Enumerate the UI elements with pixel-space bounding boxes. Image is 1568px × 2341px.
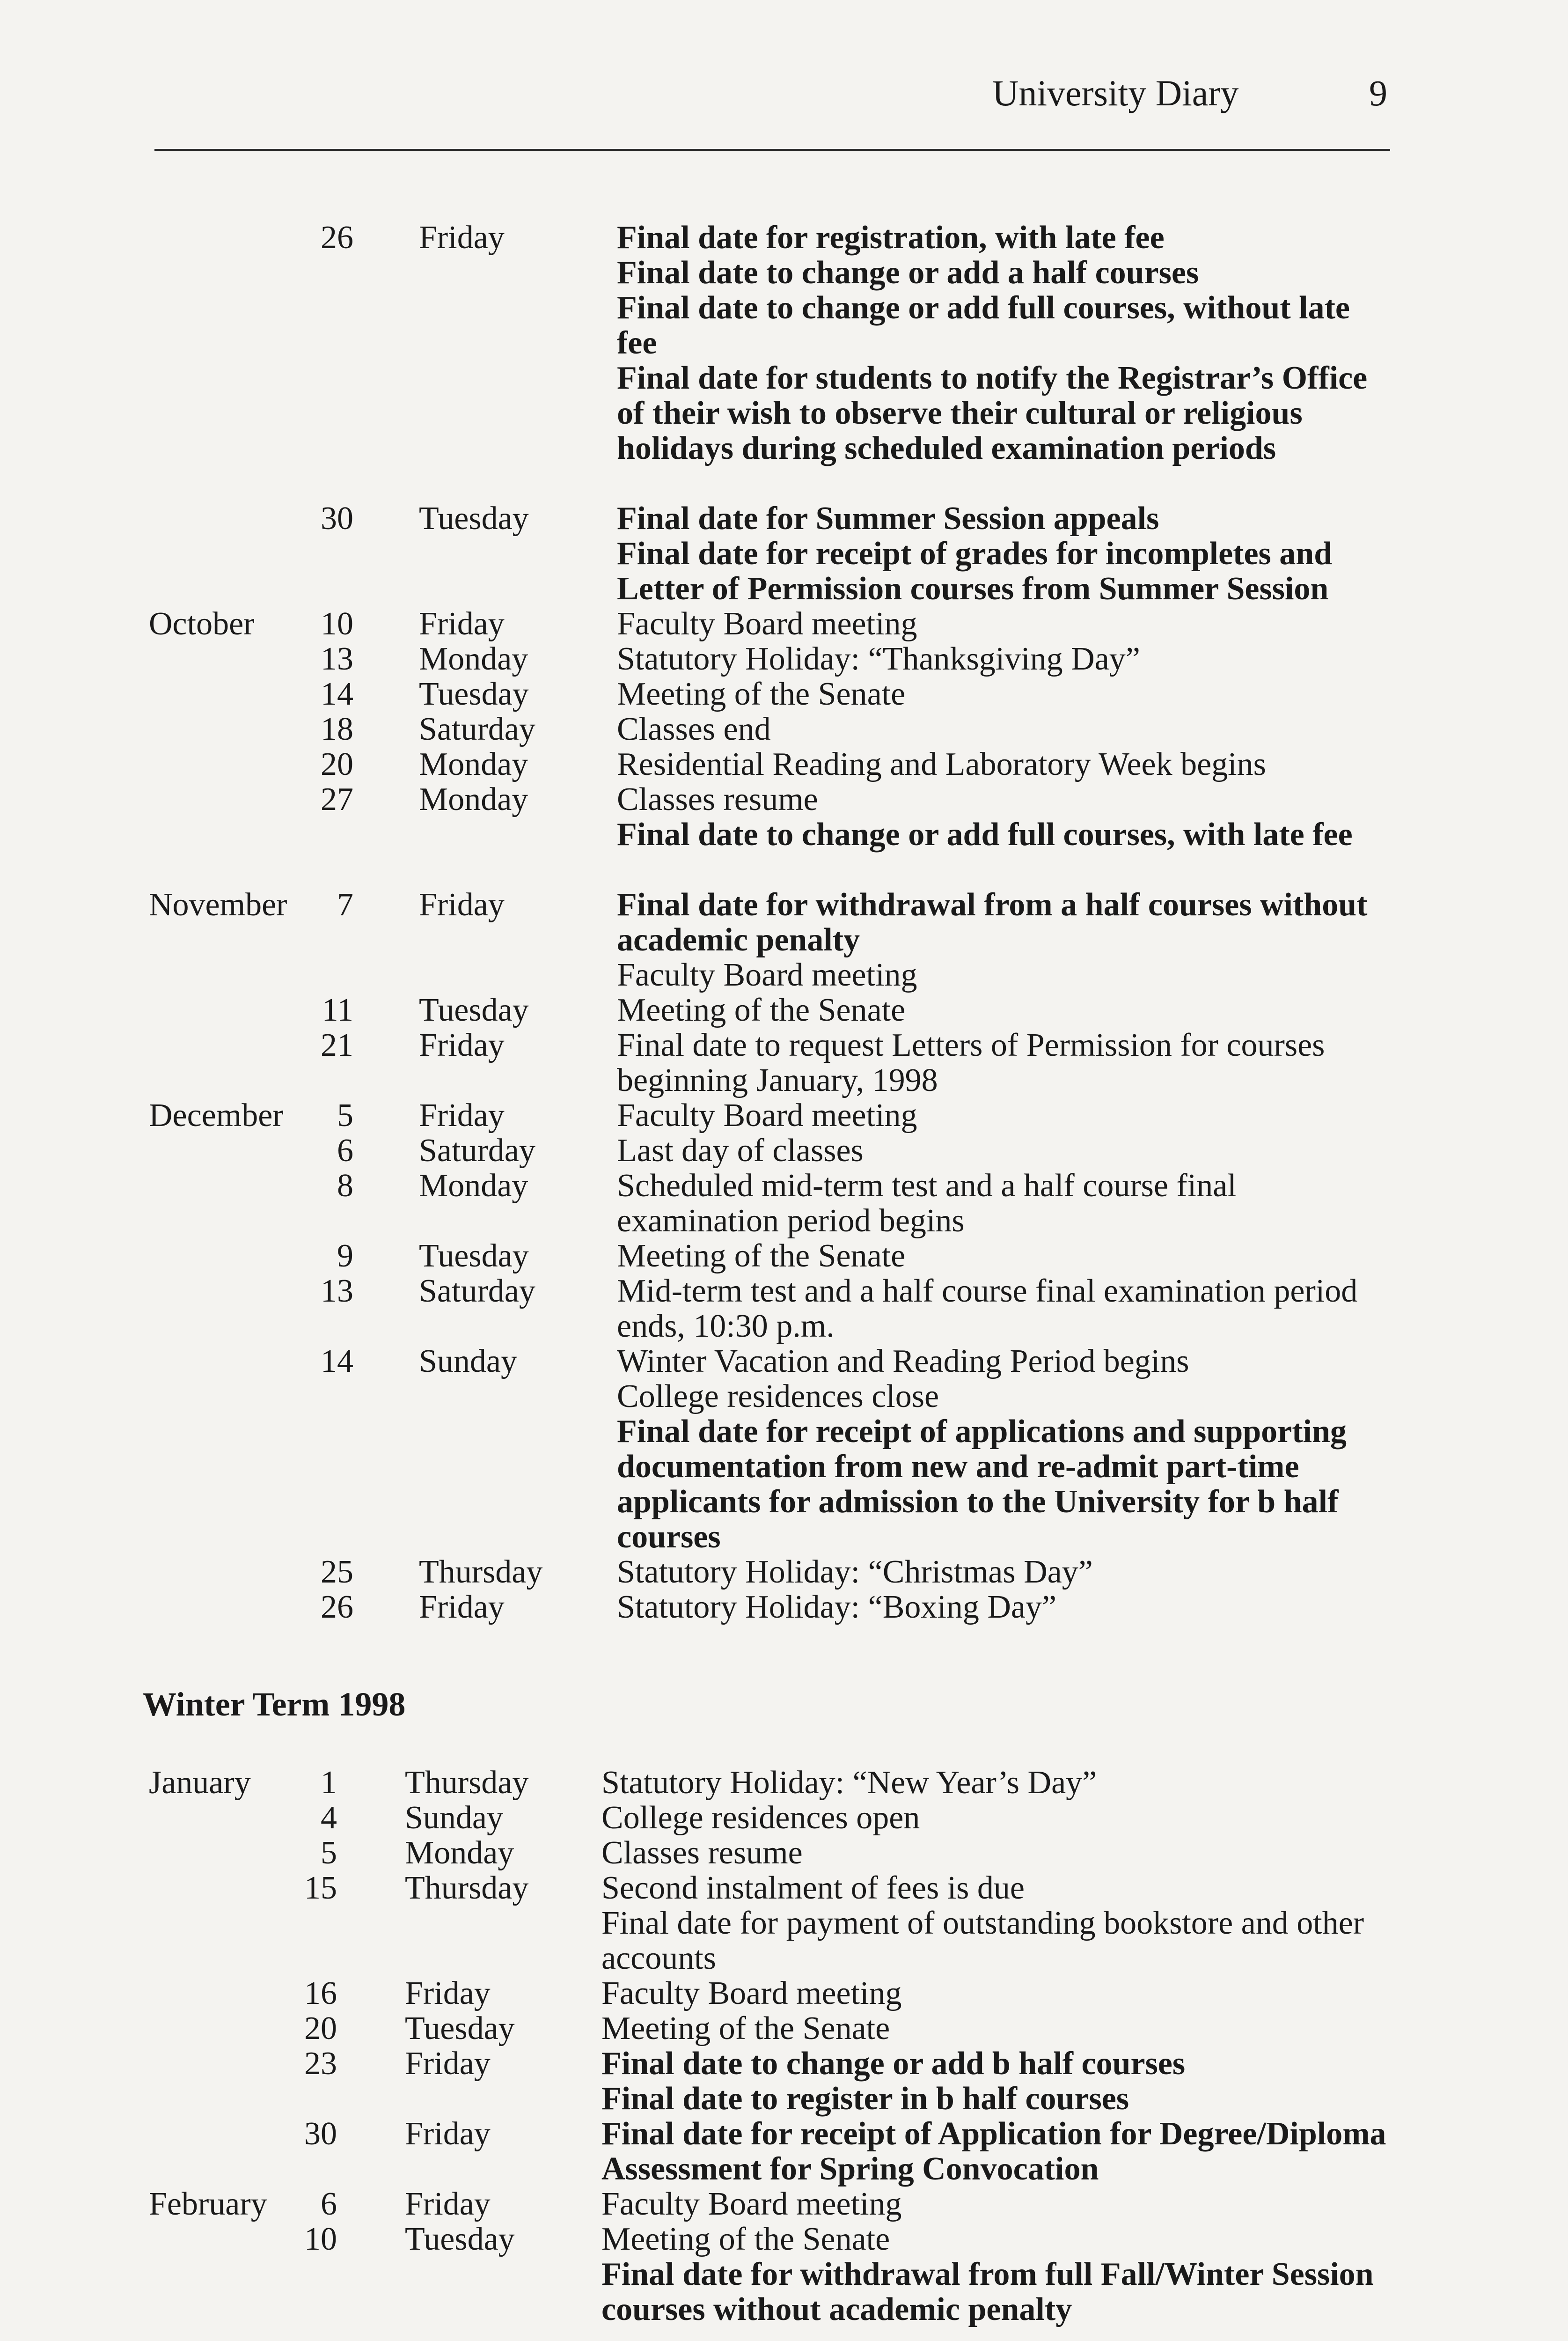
entry-date: 14 xyxy=(321,676,353,712)
entry-date: 7 xyxy=(337,887,353,923)
entry-weekday: Sunday xyxy=(405,1800,503,1836)
entry-description-line: Meeting of the Senate xyxy=(601,2010,890,2047)
entry-date: 14 xyxy=(321,1343,353,1379)
entry-weekday: Thursday xyxy=(405,1870,529,1906)
entry-date: 25 xyxy=(321,1554,353,1590)
entry-description xyxy=(617,1098,1394,1133)
entry-description xyxy=(601,1870,1397,1976)
entry-weekday: Tuesday xyxy=(405,2221,515,2257)
entry-weekday: Tuesday xyxy=(419,501,529,537)
entry-description-line: Final date for receipt of grades for incompletes and Letter of Permission courses from Summer Session xyxy=(617,536,1333,607)
entry-weekday: Friday xyxy=(405,2116,491,2152)
entry-description xyxy=(617,606,1394,641)
entry-weekday: Monday xyxy=(419,641,528,677)
entry-description xyxy=(617,1028,1394,1098)
entry-description-line: Meeting of the Senate xyxy=(617,1238,906,1274)
entry-description xyxy=(617,747,1394,782)
entry-weekday: Tuesday xyxy=(419,676,529,712)
entry-date: 10 xyxy=(321,606,353,642)
entry-date: 26 xyxy=(321,220,353,256)
entry-month: October xyxy=(149,606,255,642)
entry-weekday: Monday xyxy=(419,781,528,817)
entry-date: 10 xyxy=(304,2221,337,2257)
entry-description-line: Final date for receipt of Application for Degree/Diploma Assessment for Spring Convocation xyxy=(601,2116,1386,2187)
entry-description-line: College residences open xyxy=(601,1800,920,1836)
entry-weekday: Monday xyxy=(419,1168,528,1204)
entry-date: 21 xyxy=(321,1027,353,1063)
entry-weekday: Friday xyxy=(405,1975,491,2011)
entry-description xyxy=(617,712,1394,747)
entry-description xyxy=(601,2116,1397,2186)
entry-description xyxy=(617,220,1394,466)
entry-date: 6 xyxy=(337,1133,353,1169)
entry-date: 30 xyxy=(304,2116,337,2152)
entry-description-line: Last day of classes xyxy=(617,1133,864,1169)
entry-description-line: Final date to register in b half courses xyxy=(601,2081,1129,2117)
entry-weekday: Monday xyxy=(419,746,528,782)
entry-weekday: Friday xyxy=(419,220,505,256)
entry-description-line: Meeting of the Senate xyxy=(617,992,906,1028)
entry-description xyxy=(617,677,1394,712)
entry-description-line: Final date for receipt of applications and supporting documentation from new and re-admit part-time applicants for admission to the University for b half courses xyxy=(617,1413,1347,1555)
entry-month: November xyxy=(149,887,287,923)
entry-description xyxy=(601,2046,1397,2116)
entry-description-line: Statutory Holiday: “New Year’s Day” xyxy=(601,1765,1097,1801)
entry-description-line: Final date for withdrawal from full Fall/Winter Session courses without academic penalty xyxy=(601,2256,1374,2327)
entry-description-line: Second instalment of fees is due xyxy=(601,1870,1025,1906)
entry-date: 6 xyxy=(321,2186,337,2222)
entry-description-line: Faculty Board meeting xyxy=(617,957,917,993)
entry-description xyxy=(617,1590,1394,1625)
entry-description-line: Final date to change or add full courses, without late fee xyxy=(617,290,1350,361)
entry-description-line: Meeting of the Senate xyxy=(617,676,906,712)
entry-date: 4 xyxy=(321,1800,337,1836)
entry-date: 16 xyxy=(304,1975,337,2011)
entry-date: 26 xyxy=(321,1589,353,1625)
entry-description-line: Final date to request Letters of Permission for courses beginning January, 1998 xyxy=(617,1027,1325,1098)
entry-date: 5 xyxy=(337,1097,353,1134)
entry-weekday: Saturday xyxy=(419,1133,535,1169)
entry-date: 13 xyxy=(321,641,353,677)
entry-date: 15 xyxy=(304,1870,337,1906)
entry-description-line: Classes end xyxy=(617,711,771,747)
entry-weekday: Saturday xyxy=(419,1273,535,1309)
entry-weekday: Monday xyxy=(405,1835,514,1871)
entry-description-line: Statutory Holiday: “Boxing Day” xyxy=(617,1589,1057,1625)
entry-description xyxy=(617,782,1394,852)
entry-date: 20 xyxy=(304,2010,337,2047)
entry-weekday: Friday xyxy=(419,887,505,923)
entry-description xyxy=(601,2186,1397,2222)
entry-weekday: Friday xyxy=(419,1589,505,1625)
entry-date: 5 xyxy=(321,1835,337,1871)
entry-description-line: Final date to change or add a half courses xyxy=(617,255,1199,291)
entry-date: 8 xyxy=(337,1168,353,1204)
entry-description xyxy=(601,1835,1397,1870)
entry-date: 11 xyxy=(322,992,353,1028)
entry-description-line: Meeting of the Senate xyxy=(601,2221,890,2257)
entry-month: December xyxy=(149,1097,284,1134)
entry-description xyxy=(601,1800,1397,1835)
section-heading-winter-term: Winter Term 1998 xyxy=(143,1686,406,1723)
entry-description-line: Classes resume xyxy=(617,781,818,817)
entry-description-line: Statutory Holiday: “Thanksgiving Day” xyxy=(617,641,1140,677)
entry-description xyxy=(617,501,1394,606)
entry-description xyxy=(601,1765,1397,1800)
entry-description xyxy=(617,993,1394,1028)
entry-description xyxy=(601,2222,1397,2327)
entry-description-line: Faculty Board meeting xyxy=(617,1097,917,1134)
entry-description-line: Final date to change or add b half courses xyxy=(601,2046,1186,2082)
entry-description-line: Winter Vacation and Reading Period begins xyxy=(617,1343,1189,1379)
entry-weekday: Friday xyxy=(419,606,505,642)
entry-weekday: Friday xyxy=(405,2186,491,2222)
entry-description xyxy=(617,1168,1394,1238)
entry-date: 1 xyxy=(321,1765,337,1801)
entry-description xyxy=(617,1133,1394,1168)
entry-weekday: Tuesday xyxy=(419,992,529,1028)
entry-description-line: Faculty Board meeting xyxy=(601,2186,902,2222)
entry-description-line: Faculty Board meeting xyxy=(601,1975,902,2011)
entry-weekday: Thursday xyxy=(405,1765,529,1801)
entry-weekday: Friday xyxy=(419,1027,505,1063)
entry-date: 18 xyxy=(321,711,353,747)
entry-month: February xyxy=(149,2186,267,2222)
entry-description-line: Final date to change or add full courses, with late fee xyxy=(617,817,1353,853)
entry-date: 13 xyxy=(321,1273,353,1309)
entry-description-line: Scheduled mid-term test and a half course final examination period begins xyxy=(617,1168,1237,1239)
page-number: 9 xyxy=(1369,73,1387,113)
entry-date: 20 xyxy=(321,746,353,782)
entry-description-line: Final date for registration, with late fee xyxy=(617,220,1165,256)
entry-date: 30 xyxy=(321,501,353,537)
entry-weekday: Tuesday xyxy=(419,1238,529,1274)
entry-description xyxy=(601,2011,1397,2046)
entry-date: 9 xyxy=(337,1238,353,1274)
entry-description-line: Final date for students to notify the Registrar’s Office of their wish to observe their cultural or religious holidays during scheduled examination periods xyxy=(617,360,1368,466)
entry-description xyxy=(617,1554,1394,1590)
entry-month: January xyxy=(149,1765,251,1801)
entry-date: 23 xyxy=(304,2046,337,2082)
entry-description-line: Classes resume xyxy=(601,1835,803,1871)
entry-description-line: Statutory Holiday: “Christmas Day” xyxy=(617,1554,1093,1590)
entry-weekday: Saturday xyxy=(419,711,535,747)
entry-weekday: Tuesday xyxy=(405,2010,515,2047)
entry-description-line: Residential Reading and Laboratory Week begins xyxy=(617,746,1266,782)
entry-description xyxy=(601,1976,1397,2011)
entry-description xyxy=(617,1238,1394,1274)
entry-description-line: Final date for Summer Session appeals xyxy=(617,501,1159,537)
entry-description-line: Final date for payment of outstanding bookstore and other accounts xyxy=(601,1905,1364,1976)
entry-description xyxy=(617,641,1394,677)
entry-description xyxy=(617,1344,1394,1554)
running-header-title: University Diary xyxy=(992,73,1239,113)
entry-date: 27 xyxy=(321,781,353,817)
entry-weekday: Thursday xyxy=(419,1554,543,1590)
entry-description-line: College residences close xyxy=(617,1378,939,1414)
entry-description-line: Faculty Board meeting xyxy=(617,606,917,642)
entry-weekday: Friday xyxy=(419,1097,505,1134)
entry-weekday: Friday xyxy=(405,2046,491,2082)
entry-description xyxy=(617,1274,1394,1344)
entry-description-line: Mid-term test and a half course final examination period ends, 10:30 p.m. xyxy=(617,1273,1358,1344)
entry-description xyxy=(617,887,1394,993)
entry-description-line: Final date for withdrawal from a half courses without academic penalty xyxy=(617,887,1368,958)
entry-weekday: Sunday xyxy=(419,1343,517,1379)
